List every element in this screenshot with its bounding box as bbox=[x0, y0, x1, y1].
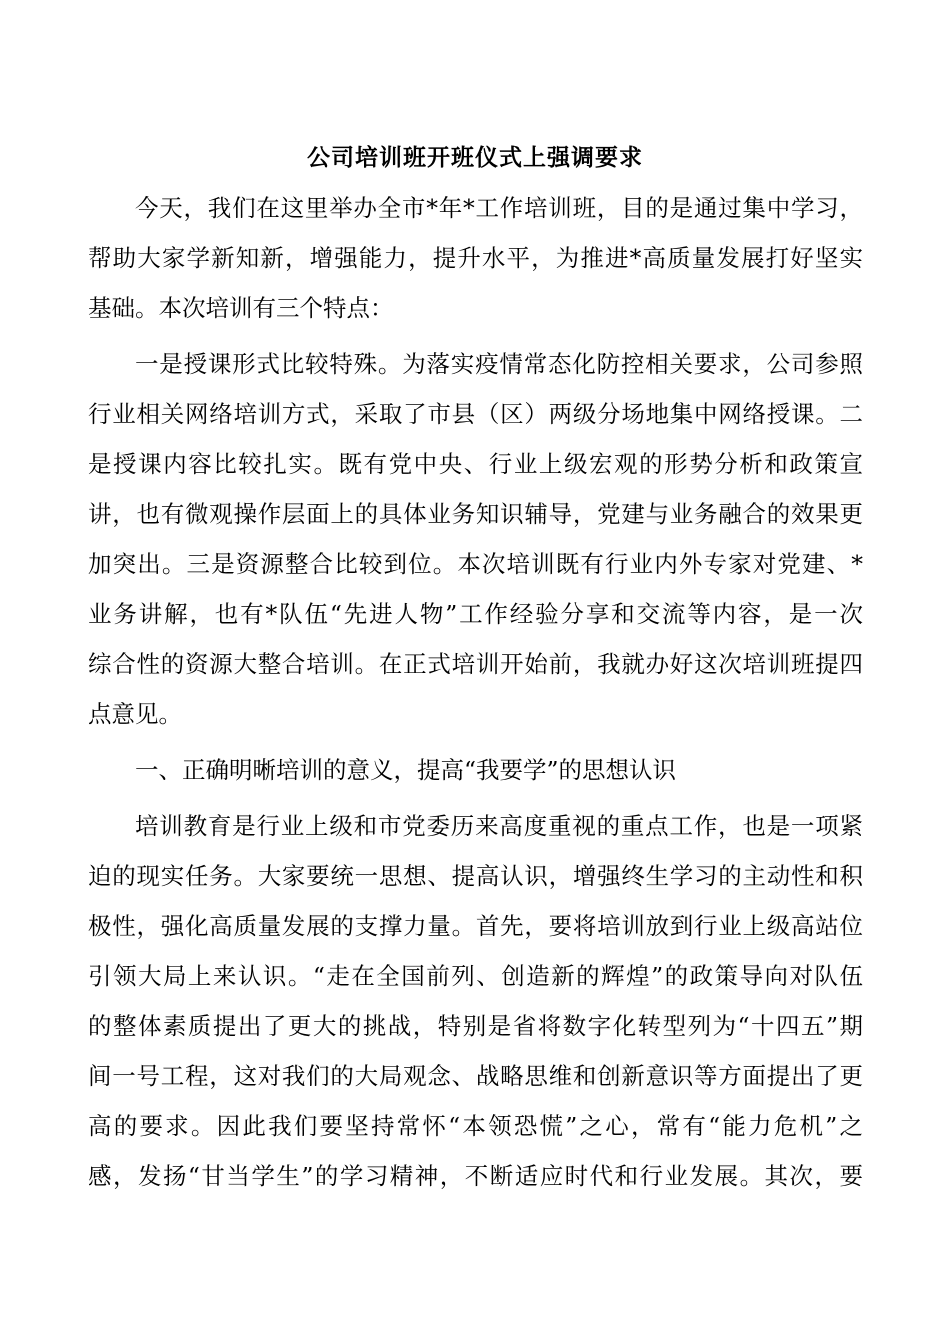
paragraph-line: 业务讲解，也有*队伍“先进人物”工作经验分享和交流等内容，是一次 bbox=[88, 600, 863, 628]
paragraph-line: 培训教育是行业上级和市党委历来高度重视的重点工作，也是一项紧 bbox=[135, 812, 863, 840]
section-heading: 一、正确明晰培训的意义，提高“我要学”的思想认识 bbox=[135, 756, 677, 784]
paragraph-line: 今天，我们在这里举办全市*年*工作培训班，目的是通过集中学习， bbox=[135, 194, 863, 222]
paragraph-line: 迫的现实任务。大家要统一思想、提高认识，增强终生学习的主动性和积 bbox=[88, 862, 863, 890]
paragraph-line: 是授课内容比较扎实。既有党中央、行业上级宏观的形势分析和政策宣 bbox=[88, 450, 863, 478]
paragraph-line: 综合性的资源大整合培训。在正式培训开始前，我就办好这次培训班提四 bbox=[88, 650, 863, 678]
paragraph-line: 间一号工程，这对我们的大局观念、战略思维和创新意识等方面提出了更 bbox=[88, 1062, 863, 1090]
paragraph-line: 帮助大家学新知新，增强能力，提升水平，为推进*高质量发展打好坚实 bbox=[88, 244, 863, 272]
paragraph-line: 点意见。 bbox=[88, 700, 182, 728]
paragraph-line: 引领大局上来认识。“走在全国前列、创造新的辉煌”的政策导向对队伍 bbox=[88, 962, 863, 990]
paragraph-line: 感，发扬“甘当学生”的学习精神，不断适应时代和行业发展。其次，要 bbox=[88, 1162, 863, 1190]
paragraph-line: 讲，也有微观操作层面上的具体业务知识辅导，党建与业务融合的效果更 bbox=[88, 500, 863, 528]
paragraph-line: 行业相关网络培训方式，采取了市县（区）两级分场地集中网络授课。二 bbox=[88, 400, 863, 428]
paragraph-line: 基础。本次培训有三个特点： bbox=[88, 294, 394, 322]
paragraph-line: 极性，强化高质量发展的支撑力量。首先，要将培训放到行业上级高站位 bbox=[88, 912, 863, 940]
document-title: 公司培训班开班仪式上强调要求 bbox=[307, 145, 643, 171]
paragraph-line: 一是授课形式比较特殊。为落实疫情常态化防控相关要求，公司参照 bbox=[135, 350, 863, 378]
paragraph-line: 加突出。三是资源整合比较到位。本次培训既有行业内外专家对党建、* bbox=[88, 550, 863, 578]
paragraph-line: 的整体素质提出了更大的挑战，特别是省将数字化转型列为“十四五”期 bbox=[88, 1012, 863, 1040]
paragraph-line: 高的要求。因此我们要坚持常怀“本领恐慌”之心，常有“能力危机”之 bbox=[88, 1112, 863, 1140]
